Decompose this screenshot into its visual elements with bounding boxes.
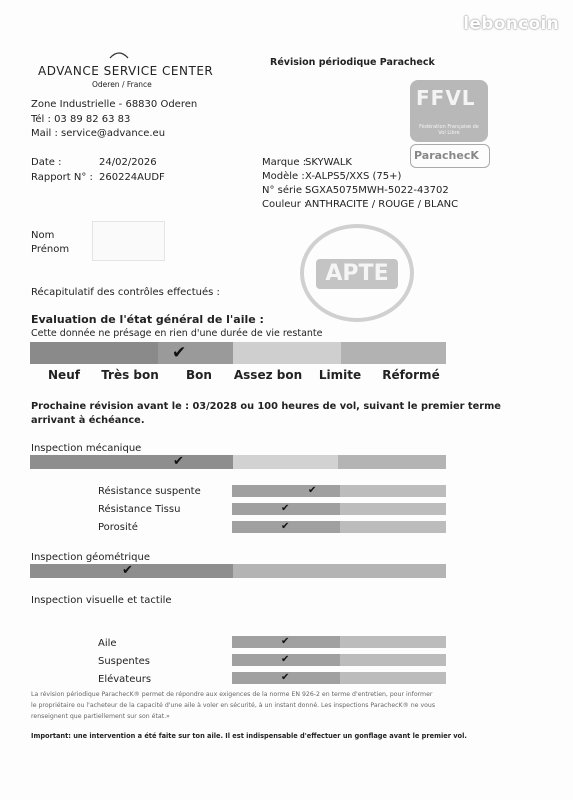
porosite-label: Porosité bbox=[98, 522, 138, 533]
next-revision-line2: arrivant à échéance. bbox=[31, 415, 145, 426]
company-location: Oderen / France bbox=[92, 80, 152, 89]
geometrique-check-icon: ✔ bbox=[122, 563, 133, 578]
resistance-tissu-label: Résistance Tissu bbox=[98, 504, 181, 515]
porosite-check-icon: ✔ bbox=[281, 521, 290, 532]
suspentes-label: Suspentes bbox=[98, 656, 151, 667]
couleur-value: ANTHRACITE / ROUGE / BLANC bbox=[305, 199, 459, 210]
inspection-mecanique-title: Inspection mécanique bbox=[31, 443, 142, 454]
ffvl-logo: FFVL Fédération Française de Vol Libre ParachecK bbox=[410, 80, 490, 172]
resistance-suspente-label: Résistance suspente bbox=[98, 486, 201, 497]
marque-value: SKYWALK bbox=[305, 157, 352, 168]
modele-label: Modèle : bbox=[262, 171, 305, 182]
evaluation-title: Evaluation de l'état général de l'aile : bbox=[31, 313, 264, 326]
rapport-value: 260224AUDF bbox=[99, 172, 165, 183]
scale-label-neuf: Neuf bbox=[48, 368, 80, 382]
apte-stamp: APTE bbox=[300, 224, 414, 322]
leboncoin-watermark: leboncoin bbox=[463, 14, 559, 34]
date-label: Date : bbox=[31, 157, 62, 168]
footer-important: Important: une intervention a été faite sur ton aile. Il est indispensable d'effectuer un gonflage avant le premier vol. bbox=[31, 732, 467, 740]
name-redacted-box bbox=[92, 221, 165, 261]
inspection-visuelle-title: Inspection visuelle et tactile bbox=[31, 595, 172, 606]
modele-value: X-ALPS5/XXS (75+) bbox=[305, 171, 402, 182]
suspentes-bar bbox=[232, 654, 446, 666]
porosite-bar bbox=[232, 521, 446, 533]
resistance-suspente-bar bbox=[232, 485, 446, 497]
inspection-geometrique-title: Inspection géométrique bbox=[31, 552, 150, 563]
footer-note-line2: le propriétaire ou l'acheteur de la capacité d'une aile à voler en sécurité, à un instant donné. Les inspections ParachecK® ne vous bbox=[31, 702, 436, 709]
aile-label: Aile bbox=[98, 638, 117, 649]
prenom-label: Prénom bbox=[31, 244, 70, 255]
marque-label: Marque : bbox=[262, 157, 307, 168]
date-value: 24/02/2026 bbox=[99, 157, 157, 168]
rapport-label: Rapport N° : bbox=[31, 172, 93, 183]
resistance-tissu-bar bbox=[232, 503, 446, 515]
evaluation-check-icon: ✔ bbox=[172, 343, 187, 363]
company-address: Zone Industrielle - 68830 Oderen bbox=[31, 99, 198, 110]
serie-value: SGXA5075MWH-5022-43702 bbox=[305, 185, 449, 196]
scale-label-limite: Limite bbox=[318, 368, 362, 382]
footer-note-line3: renseignent que partiellement sur son état.» bbox=[31, 713, 170, 720]
nom-label: Nom bbox=[31, 230, 55, 241]
elevateurs-label: Elévateurs bbox=[98, 674, 152, 685]
evaluation-subtitle: Cette donnée ne présage en rien d'une durée de vie restante bbox=[31, 328, 323, 339]
scale-label-tres-bon: Très bon bbox=[101, 368, 159, 382]
company-phone: Tél : 03 89 82 63 83 bbox=[31, 114, 131, 125]
company-logo-icon bbox=[108, 50, 130, 60]
company-name: ADVANCE SERVICE CENTER bbox=[38, 64, 214, 78]
couleur-label: Couleur : bbox=[262, 199, 308, 210]
inspection-geometrique-bar bbox=[30, 564, 446, 578]
elevateurs-check-icon: ✔ bbox=[281, 672, 290, 683]
serie-label: N° série : bbox=[262, 185, 309, 196]
resistance-tissu-check-icon: ✔ bbox=[281, 503, 290, 514]
elevateurs-bar bbox=[232, 672, 446, 684]
company-mail: Mail : service@advance.eu bbox=[31, 128, 166, 139]
scale-label-reforme: Réformé bbox=[382, 368, 440, 382]
mecanique-check-icon: ✔ bbox=[173, 454, 184, 469]
resistance-suspente-check-icon: ✔ bbox=[308, 485, 317, 496]
aile-check-icon: ✔ bbox=[281, 636, 290, 647]
recap-label: Récapitulatif des contrôles effectués : bbox=[31, 287, 220, 298]
footer-note-line1: La révision périodique ParachecK® permet de répondre aux exigences de la norme EN 926-2 en terme d'entretien, pour informer bbox=[31, 691, 433, 698]
suspentes-check-icon: ✔ bbox=[281, 654, 290, 665]
scale-label-bon: Bon bbox=[186, 368, 212, 382]
inspection-mecanique-bar bbox=[30, 455, 446, 469]
aile-bar bbox=[232, 636, 446, 648]
next-revision-line1: Prochaine révision avant le : 03/2028 ou 100 heures de vol, suivant le premier terme bbox=[31, 401, 501, 412]
document-title: Révision périodique Paracheck bbox=[270, 57, 435, 68]
evaluation-scale-bar bbox=[30, 342, 446, 364]
scale-label-assez-bon: Assez bon bbox=[233, 368, 303, 382]
